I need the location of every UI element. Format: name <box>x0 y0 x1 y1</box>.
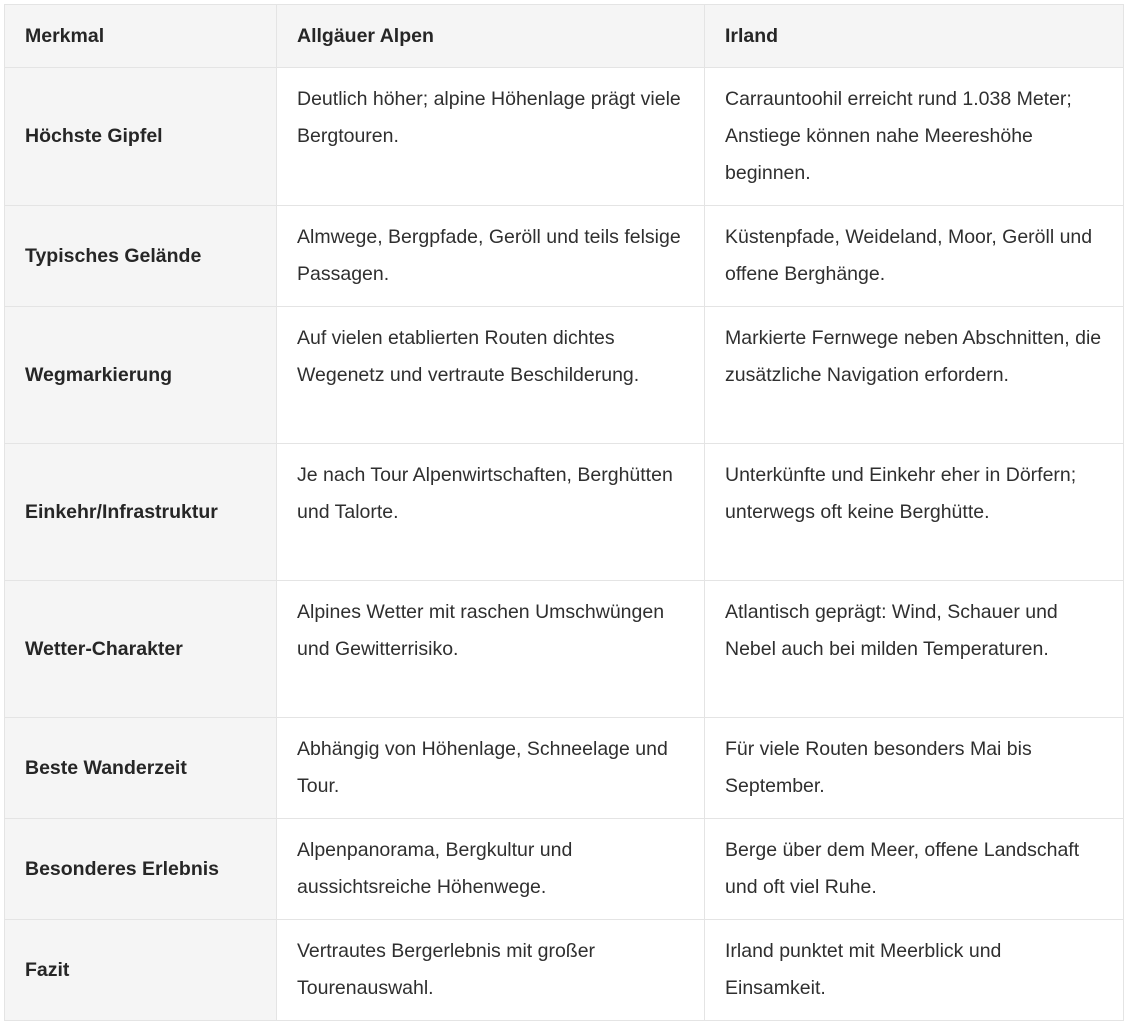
table-row <box>5 68 1124 206</box>
row-label: Typisches Gelände <box>5 206 277 307</box>
table-row <box>5 581 1124 718</box>
row-label: Fazit <box>5 920 277 1021</box>
cell-ireland: Unterkünfte und Einkehr eher in Dörfern; unterwegs oft keine Berghütte. <box>705 444 1124 581</box>
cell-ireland: Für viele Routen besonders Mai bis September. <box>705 718 1124 819</box>
table-row <box>5 206 1124 307</box>
table-body <box>5 68 1124 1021</box>
comparison-table-container <box>4 4 1123 1020</box>
cell-alps: Auf vielen etablierten Routen dichtes Wegenetz und vertraute Beschilderung. <box>277 307 705 444</box>
table-header <box>5 5 1124 68</box>
header-feature: Merkmal <box>5 5 277 68</box>
comparison-table <box>4 4 1124 1021</box>
cell-alps: Vertrautes Bergerlebnis mit großer Tourenauswahl. <box>277 920 705 1021</box>
table-row <box>5 819 1124 920</box>
row-label: Wetter-Charakter <box>5 581 277 718</box>
header-row <box>5 5 1124 68</box>
cell-ireland: Küstenpfade, Weideland, Moor, Geröll und offene Berghänge. <box>705 206 1124 307</box>
cell-ireland: Berge über dem Meer, offene Landschaft und oft viel Ruhe. <box>705 819 1124 920</box>
row-label: Besonderes Erlebnis <box>5 819 277 920</box>
row-label: Beste Wanderzeit <box>5 718 277 819</box>
table-row <box>5 920 1124 1021</box>
table-row <box>5 444 1124 581</box>
cell-ireland: Irland punktet mit Meerblick und Einsamkeit. <box>705 920 1124 1021</box>
cell-ireland: Markierte Fernwege neben Abschnitten, die zusätzliche Navigation erfordern. <box>705 307 1124 444</box>
row-label: Wegmarkierung <box>5 307 277 444</box>
table-row <box>5 307 1124 444</box>
header-allgaeuer-alpen: Allgäuer Alpen <box>277 5 705 68</box>
cell-ireland: Atlantisch geprägt: Wind, Schauer und Nebel auch bei milden Temperaturen. <box>705 581 1124 718</box>
cell-ireland: Carrauntoohil erreicht rund 1.038 Meter; Anstiege können nahe Meereshöhe beginnen. <box>705 68 1124 206</box>
header-irland: Irland <box>705 5 1124 68</box>
row-label: Einkehr/Infrastruktur <box>5 444 277 581</box>
cell-alps: Alpines Wetter mit raschen Umschwüngen und Gewitterrisiko. <box>277 581 705 718</box>
cell-alps: Abhängig von Höhenlage, Schneelage und Tour. <box>277 718 705 819</box>
cell-alps: Almwege, Bergpfade, Geröll und teils felsige Passagen. <box>277 206 705 307</box>
cell-alps: Je nach Tour Alpenwirtschaften, Berghütten und Talorte. <box>277 444 705 581</box>
cell-alps: Alpenpanorama, Bergkultur und aussichtsreiche Höhenwege. <box>277 819 705 920</box>
table-row <box>5 718 1124 819</box>
cell-alps: Deutlich höher; alpine Höhenlage prägt viele Bergtouren. <box>277 68 705 206</box>
row-label: Höchste Gipfel <box>5 68 277 206</box>
